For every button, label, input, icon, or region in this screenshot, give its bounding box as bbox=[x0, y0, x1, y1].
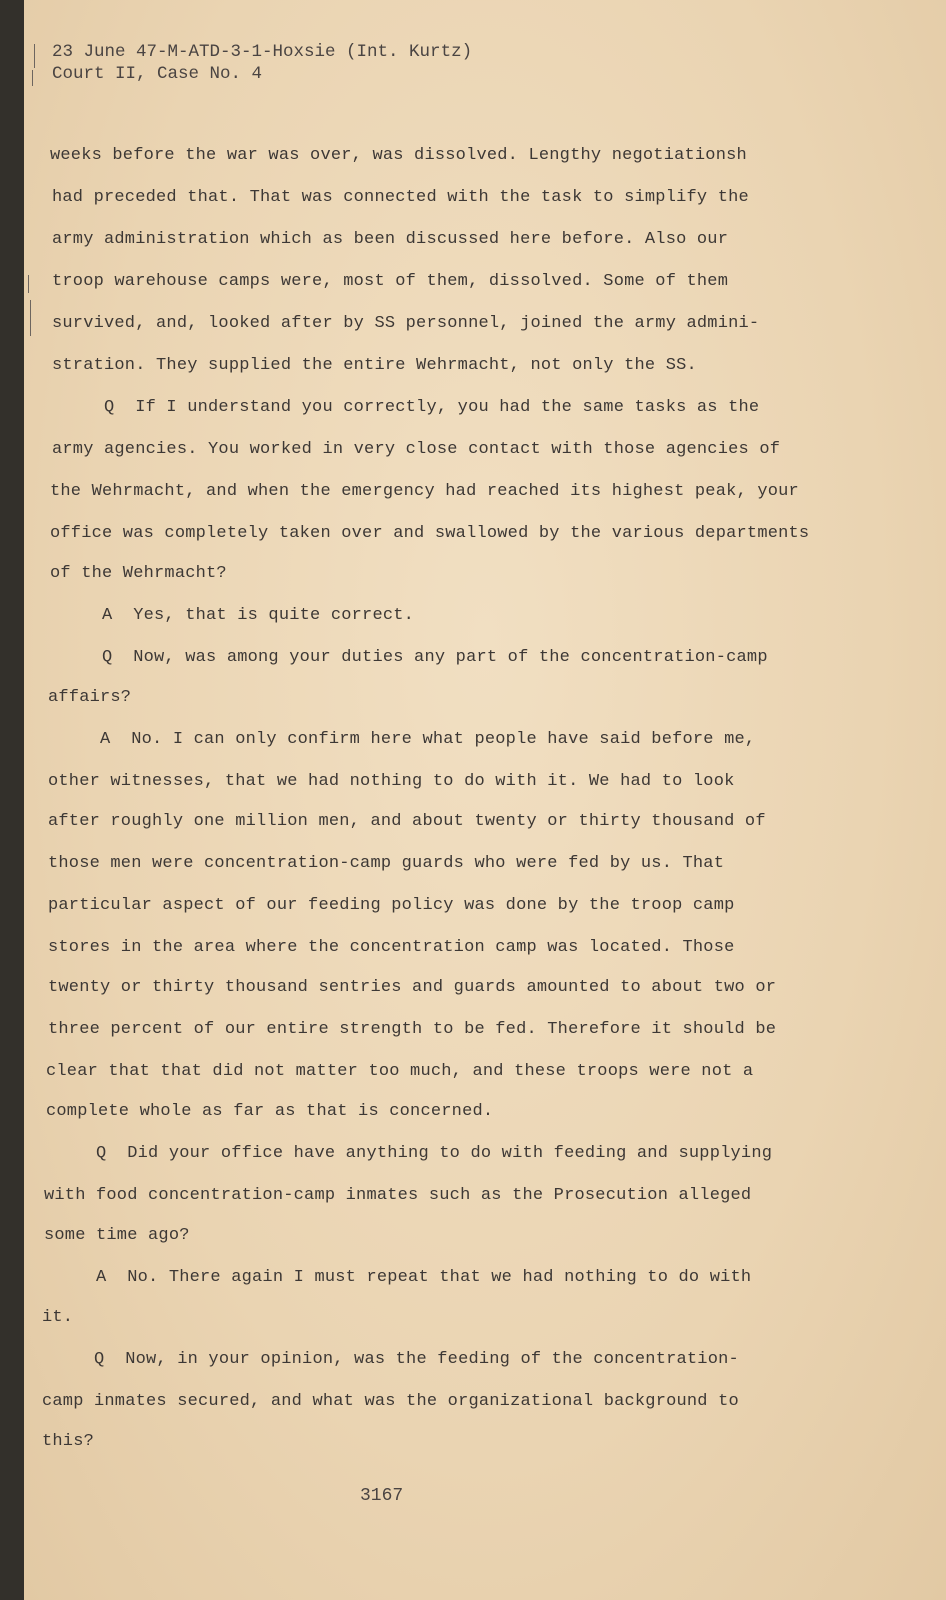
text-line: after roughly one million men, and about twenty or thirty thousand of bbox=[48, 812, 766, 831]
text-line: stores in the area where the concentration camp was located. Those bbox=[48, 938, 735, 957]
text-line: three percent of our entire strength to be fed. Therefore it should be bbox=[48, 1020, 777, 1039]
text-line: complete whole as far as that is concerned. bbox=[46, 1102, 494, 1121]
text-line: some time ago? bbox=[44, 1226, 190, 1245]
text-line: twenty or thirty thousand sentries and guards amounted to about two or bbox=[48, 978, 777, 997]
text-line: army agencies. You worked in very close contact with those agencies of bbox=[52, 440, 781, 459]
header-line-1: 23 June 47-M-ATD-3-1-Hoxsie (Int. Kurtz) bbox=[52, 42, 473, 62]
margin-bracket bbox=[34, 44, 35, 68]
text-line: A No. There again I must repeat that we had nothing to do with bbox=[44, 1268, 752, 1287]
text-line: Q Did your office have anything to do with feeding and supplying bbox=[44, 1144, 773, 1163]
text-line: this? bbox=[42, 1432, 95, 1451]
text-line: office was completely taken over and swallowed by the various departments bbox=[50, 524, 810, 543]
text-line: clear that that did not matter too much, and these troops were not a bbox=[46, 1062, 754, 1081]
text-line: affairs? bbox=[48, 688, 132, 707]
page-number: 3167 bbox=[360, 1486, 404, 1506]
text-line: those men were concentration-camp guards who were fed by us. That bbox=[48, 854, 725, 873]
text-line: army administration which as been discussed here before. Also our bbox=[52, 230, 729, 249]
text-line: it. bbox=[42, 1308, 74, 1327]
text-line: other witnesses, that we had nothing to do with it. We had to look bbox=[48, 772, 735, 791]
text-line: Q If I understand you correctly, you had the same tasks as the bbox=[52, 398, 760, 417]
text-line: weeks before the war was over, was dissolved. Lengthy negotiationsh bbox=[50, 146, 747, 165]
document-page bbox=[24, 0, 946, 1600]
text-line: had preceded that. That was connected with the task to simplify the bbox=[52, 188, 749, 207]
header-line-2: Court II, Case No. 4 bbox=[52, 64, 263, 84]
text-line: the Wehrmacht, and when the emergency had reached its highest peak, your bbox=[50, 482, 799, 501]
text-line: Q Now, in your opinion, was the feeding of the concentration- bbox=[42, 1350, 739, 1369]
text-line: survived, and, looked after by SS personnel, joined the army admini- bbox=[52, 314, 760, 333]
text-line: A No. I can only confirm here what people have said before me, bbox=[48, 730, 756, 749]
margin-bracket bbox=[30, 300, 31, 336]
margin-bracket bbox=[28, 275, 29, 293]
text-line: camp inmates secured, and what was the organizational background to bbox=[42, 1392, 739, 1411]
margin-bracket bbox=[32, 70, 33, 86]
text-line: with food concentration-camp inmates such as the Prosecution alleged bbox=[44, 1186, 752, 1205]
text-line: of the Wehrmacht? bbox=[50, 564, 227, 583]
text-line: stration. They supplied the entire Wehrmacht, not only the SS. bbox=[52, 356, 697, 375]
text-line: particular aspect of our feeding policy was done by the troop camp bbox=[48, 896, 735, 915]
text-line: Q Now, was among your duties any part of the concentration-camp bbox=[50, 648, 768, 667]
text-line: A Yes, that is quite correct. bbox=[50, 606, 415, 625]
text-line: troop warehouse camps were, most of them, dissolved. Some of them bbox=[52, 272, 729, 291]
